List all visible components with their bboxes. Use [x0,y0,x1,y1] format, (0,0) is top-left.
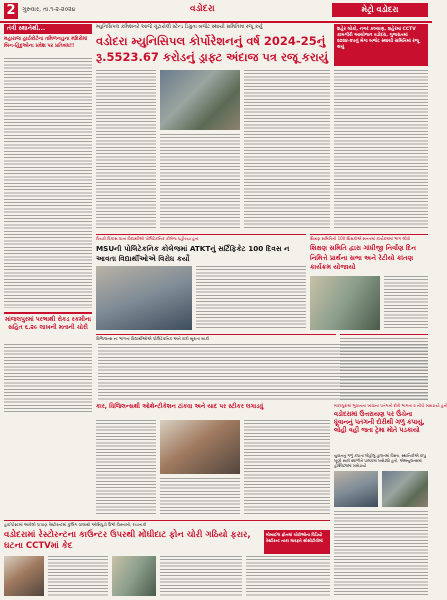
center-body-col2 [160,478,240,516]
edition-label: મેટ્રો વડોદરા [332,3,428,17]
budget-body-col2 [160,134,240,230]
banner-headline-2: રૂ.5523.67 કરોડનું ડ્રાફ્ટ અંદાજ પત્ર રજૂ કરાયું [96,50,329,64]
banner-side-box: શહેર લોકો, નગર કલ્યાણ, શહેરમાં CCTV કામગીરી આયોજન વડોદરા, ગુજરાતમાં ૨૦૨૪-૨૫નું મેગા બજેટ સ્થાયી સમિતિમાં રજૂ થયું [334,24,428,66]
right-top-body [340,338,428,400]
edu-body [384,276,428,330]
edu-heading: શિક્ષણ સમિતિ દ્વારા ગાંધીજી નિર્વાણ દિન નિમિત્તે પ્રાર્થના સભા અને રેટીયો કાંતણ કાર્યક્રમ યોજાયો [310,244,416,271]
issue-date: ગુરુવાર, તા.૧-૨-૨૦૨૪ [22,6,76,13]
header-rule [0,21,432,23]
theft-kicker: હાઈપોસ્ટમાં આવેલી પાપાણ રેસ્ટોરન્ટમાં કુલિંગ વાલાથી ઓસિપુડી ઉભી વિસ્તાબી, રચાતાકી [4,522,147,527]
theft-photo-1 [4,556,44,596]
center-kicker: વિજિલન્સ ના ભાગતા વિદ્યાર્થીઓએ પોલિટેકનિક અને રાત્રી સૂરાતા બાકી [96,336,210,341]
story-body-theft [4,344,92,414]
editorial-title: તંત્રી સ્થાનેથી... [4,24,92,34]
center-body-col1 [96,420,156,516]
center-photo [160,420,240,474]
edu-kicker: શિક્ષણ સમિતિની 100 શિક્ષકોએ સતતમાં કાર્યક્રમમાં ભાગ લીધો [310,236,411,241]
budget-body-col4 [334,70,428,230]
editorial-body [4,58,92,308]
mid-rule-right [310,234,428,235]
kite-kicker: મકરપુરામાં ભુવાનના ખાવાના પતંગનો દોરી ભાગતા ૨ નીચે ખસડાયો હતો [334,403,447,408]
center-heading: કાર, વિજિલન્સથી ઓથેન્ટીકેશન ટાંકવા અને યાદ પર સ્ટીકર લગાડવું [96,403,264,410]
divider [4,312,92,314]
banner-headline-1: વડોદરા મ્યુનિસિપલ કોર્પોરેશનનું વર્ષ 2024-25નું [96,34,326,48]
bottom-rule [4,520,330,521]
theft-body-2 [160,556,242,596]
theft-side-box: મોબાઈલ ફોનમાં ચોરીઓના વિડિયો રેસ્ટોરન્ટ નાકા મારફતે સીસીટીવીમાં [264,530,330,554]
mid-rule-left [96,234,306,235]
edu-photo [310,276,380,330]
msu-heading: MSUની પોલિટેકનિક કોલેજમાં ATKTનું સર્ટિફિકેટ 100 દિવસ ન આવતા વિદ્યાર્થીઓએ વિરોધ કર્યો [96,244,290,263]
kite-heading: વડોદરામાં ઉત્તરાયણ પર ઉંચેના ધૂંવાનનું પતંગની દોરીથી ગળું કપાયું, લોહી વહી જતા ટ્રેમા મોતે પડકાયો [334,411,425,434]
msu-kicker: પિયરો વિકાસ વાના વિદ્યાર્થીઓ પોલિટેકનિક કોલેજ પહોંચ્યા હતા [96,236,199,241]
msu-photo [96,266,192,330]
kite-photo-2 [382,471,428,507]
page-number: 2 [4,3,18,19]
kite-body [334,511,428,596]
kite-subheading: યુવાનનું ગળું કપાતા લોહીલુ હાલતમાં વિસ્તા, સ્થાનિકોએ કાપુ ખૂણી સારી સ્વાળીને પાલકમાં ખસેડ્યો હતો, એમ્બ્યુલન્સમાં હોસ્પિટલમાં ખસેડાયો [334,453,426,468]
right-rule [340,334,428,335]
theft-body-1 [48,556,108,596]
budget-body-col3 [244,70,330,230]
section-city: વડોદરા [190,4,215,14]
story-heading-theft: માંજલપુરમાં પરભાથી રોકડ રકમીના સહિત ૬.૨૯ લાખની મતાની ચોરી [5,316,91,331]
center-rule [96,334,336,335]
theft-heading: વડોદરામાં રેસ્ટોરન્ટના કાઉન્ટર ઉપરથી મોંઘીદાટ ફોન ચોરી ગઠિયો ફરાર, ઘટના CCTVમાં કેદ [4,530,251,551]
kite-photo-1 [334,471,378,507]
editorial-heading: મહારાજ હાર્ઇકોર્ટના તમિળનાડુના મંદિરોમાં બિન-હિંદુઓના પ્રવેશ પર પ્રતિબંધ!! [4,36,88,49]
theft-photo-2 [112,556,156,596]
msu-body [196,266,306,330]
budget-photo [160,70,240,130]
theft-body-3 [246,556,330,596]
banner-kicker: મ્યુનિસિપલ કમિશનરે આજે ચૂંટાયેલી સ્ટેન્ડ ડિગ્રુતા બજેટ સ્થાયી સમિતિમાં રજૂ કર્યું [96,24,263,30]
center-body-col3 [244,420,330,516]
budget-body-col1 [96,70,156,230]
